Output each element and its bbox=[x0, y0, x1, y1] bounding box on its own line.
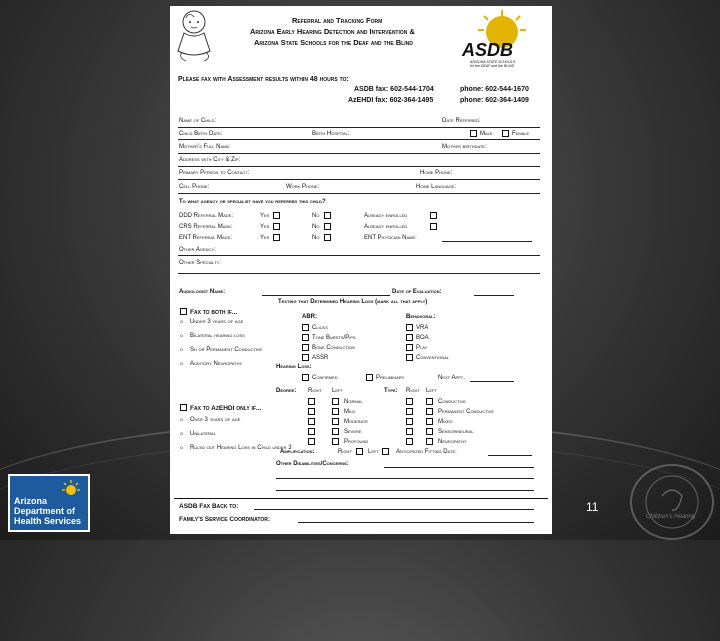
degree-left-checkbox[interactable] bbox=[332, 428, 339, 435]
degree-item: Profound bbox=[344, 439, 369, 445]
behavioral-label: Behavioral: bbox=[406, 314, 436, 320]
abr-item: Bone Conduction bbox=[312, 345, 355, 351]
type-right-checkbox[interactable] bbox=[406, 438, 413, 445]
fax-both-bullet: o bbox=[180, 333, 184, 339]
asdb-fax: ASDB fax: 602-544-1704 bbox=[354, 86, 434, 93]
az-logo-line1: Arizona bbox=[14, 496, 48, 506]
male-checkbox[interactable] bbox=[470, 130, 477, 137]
degree-left-checkbox[interactable] bbox=[332, 438, 339, 445]
type-item: Conductive bbox=[438, 399, 466, 405]
type-right-checkbox[interactable] bbox=[406, 408, 413, 415]
asdb-fax-back-label: ASDB Fax Back to: bbox=[179, 503, 239, 510]
anticipated-fitting-label: Anticipated Fitting Date: bbox=[396, 449, 457, 455]
abr-checkbox[interactable] bbox=[302, 344, 309, 351]
type-item: Mixed bbox=[438, 419, 453, 425]
az-logo-line2: Department of bbox=[14, 506, 76, 516]
behavioral-item: BOA bbox=[416, 335, 429, 341]
type-left-checkbox[interactable] bbox=[426, 408, 433, 415]
fax-azehdi-item: Ruled out Hearing Loss in Child under 3 bbox=[190, 445, 292, 451]
behavioral-checkbox[interactable] bbox=[406, 344, 413, 351]
type-label: Type: bbox=[384, 388, 398, 394]
fax-azehdi-bullet: o bbox=[180, 417, 184, 423]
work-phone-label: Work Phone: bbox=[286, 184, 320, 190]
degree-label: Degree: bbox=[276, 388, 297, 394]
form-title-line3: Arizona State Schools for the Deaf and the Blind bbox=[254, 38, 413, 47]
hearing-loss-label: Hearing Loss: bbox=[276, 364, 312, 370]
degree-item: Normal bbox=[344, 399, 363, 405]
degree-right-checkbox[interactable] bbox=[308, 408, 315, 415]
crs-yes-checkbox[interactable] bbox=[273, 223, 280, 230]
behavioral-checkbox[interactable] bbox=[406, 354, 413, 361]
abr-item: Tone Bursts/Pips bbox=[312, 335, 356, 341]
family-coordinator-label: Family's Service Coordinator: bbox=[179, 516, 270, 523]
fax-azehdi-item: Unilateral bbox=[190, 431, 216, 437]
ddd-yes-checkbox[interactable] bbox=[273, 212, 280, 219]
preliminary-label: Preliminary bbox=[376, 375, 405, 381]
abr-checkbox[interactable] bbox=[302, 324, 309, 331]
behavioral-item: Conventional bbox=[416, 355, 450, 361]
ddd-no-label: No bbox=[312, 213, 320, 219]
baby-illustration bbox=[174, 8, 216, 64]
confirmed-checkbox[interactable] bbox=[302, 374, 309, 381]
home-phone-label: Home Phone: bbox=[420, 170, 453, 176]
degree-item: Severe bbox=[344, 429, 362, 435]
type-left-label: Left bbox=[426, 388, 437, 394]
type-item: Neuropathy bbox=[438, 439, 467, 445]
female-checkbox[interactable] bbox=[502, 130, 509, 137]
ddd-referral-label: DDD Referral Made: bbox=[179, 213, 234, 219]
other-specialty-label: Other Specialty: bbox=[179, 260, 221, 266]
behavioral-item: VRA bbox=[416, 325, 429, 331]
next-appt-label: Next Appt. bbox=[438, 375, 465, 381]
type-right-checkbox[interactable] bbox=[406, 418, 413, 425]
agency-question: To what agency or specialist have you referred this child? bbox=[179, 199, 326, 205]
abr-item: ASSR bbox=[312, 355, 329, 361]
type-left-checkbox[interactable] bbox=[426, 438, 433, 445]
fax-both-checkbox[interactable] bbox=[180, 308, 187, 315]
crs-enrolled-label: Already enrolled bbox=[364, 224, 408, 230]
degree-right-label: Right bbox=[308, 388, 322, 394]
abr-checkbox[interactable] bbox=[302, 334, 309, 341]
fax-azehdi-head: Fax to AzEHDI only if... bbox=[190, 405, 262, 412]
amplification-label: Amplification: bbox=[280, 449, 315, 455]
azehdi-fax: AzEHDI fax: 602-364-1495 bbox=[348, 97, 434, 104]
crs-no-label: No bbox=[312, 224, 320, 230]
amp-left-label: Left bbox=[368, 449, 379, 455]
fax-both-bullet: o bbox=[180, 347, 184, 353]
abr-label: ABR: bbox=[302, 314, 317, 320]
ent-no-label: No bbox=[312, 235, 320, 241]
other-disabilities-label: Other Disabilities/Concerns: bbox=[276, 461, 349, 467]
az-dhs-logo bbox=[8, 474, 90, 532]
degree-right-checkbox[interactable] bbox=[308, 418, 315, 425]
degree-item: Mild bbox=[344, 409, 356, 415]
type-left-checkbox[interactable] bbox=[426, 398, 433, 405]
male-label: Male bbox=[480, 131, 493, 137]
fax-azehdi-item: Over 3 years of age bbox=[190, 417, 241, 423]
abr-item: Clicks bbox=[312, 325, 328, 331]
form-title-line1: Referral and Tracking Form bbox=[292, 16, 383, 25]
childrens-hearing-seal bbox=[630, 464, 714, 540]
ddd-yes-label: Yes bbox=[260, 213, 270, 219]
child-birth-date-label: Child Birth Date: bbox=[179, 131, 223, 137]
ddd-no-checkbox[interactable] bbox=[324, 212, 331, 219]
asdb-logo-sub1: ARIZONA STATE SCHOOLS bbox=[470, 60, 516, 64]
ent-yes-checkbox[interactable] bbox=[273, 234, 280, 241]
type-left-checkbox[interactable] bbox=[426, 418, 433, 425]
crs-referral-label: CRS Referral Made: bbox=[179, 224, 233, 230]
ent-physician-label: ENT Physician Name: bbox=[364, 235, 417, 241]
amp-right-checkbox[interactable] bbox=[356, 448, 363, 455]
fax-both-bullet: o bbox=[180, 361, 184, 367]
crs-enrolled-checkbox[interactable] bbox=[430, 223, 437, 230]
home-language-label: Home Language: bbox=[416, 184, 457, 190]
type-item: Sensorineural bbox=[438, 429, 474, 435]
amp-right-label: Right bbox=[338, 449, 352, 455]
fax-both-item: Sh or Permanent Conductive bbox=[190, 347, 263, 353]
asdb-phone: phone: 602-544-1670 bbox=[460, 86, 529, 93]
degree-right-checkbox[interactable] bbox=[308, 398, 315, 405]
form-title-line2: Arizona Early Hearing Detection and Intervention & bbox=[250, 27, 415, 36]
ent-referral-label: ENT Referral Made: bbox=[179, 235, 232, 241]
amp-left-checkbox[interactable] bbox=[382, 448, 389, 455]
degree-left-checkbox[interactable] bbox=[332, 398, 339, 405]
degree-right-checkbox[interactable] bbox=[308, 438, 315, 445]
type-right-checkbox[interactable] bbox=[406, 398, 413, 405]
fax-both-head: Fax to both if... bbox=[190, 309, 238, 316]
abr-checkbox[interactable] bbox=[302, 354, 309, 361]
degree-left-checkbox[interactable] bbox=[332, 418, 339, 425]
audiologist-name-label: Audiologist Name: bbox=[179, 289, 226, 295]
slide-page-number: 11 bbox=[586, 500, 599, 514]
type-right-checkbox[interactable] bbox=[406, 428, 413, 435]
address-label: Address with City & Zip: bbox=[179, 157, 241, 163]
crs-yes-label: Yes bbox=[260, 224, 270, 230]
az-logo-line3: Health Services bbox=[14, 516, 82, 526]
fax-both-item: Under 3 years of age bbox=[190, 319, 244, 325]
name-of-child-label: Name of Child: bbox=[179, 118, 217, 124]
degree-left-checkbox[interactable] bbox=[332, 408, 339, 415]
ddd-enrolled-checkbox[interactable] bbox=[430, 212, 437, 219]
fax-azehdi-checkbox[interactable] bbox=[180, 404, 187, 411]
fax-both-item: Bilateral hearing loss bbox=[190, 333, 245, 339]
fax-both-bullet: o bbox=[180, 319, 184, 325]
referral-form-page bbox=[170, 6, 552, 534]
fax-both-item: Auditory Neuropathy bbox=[190, 361, 243, 367]
ent-yes-label: Yes bbox=[260, 235, 270, 241]
confirmed-label: Confirmed bbox=[312, 375, 338, 381]
mothers-name-label: Mother's Full Name: bbox=[179, 144, 231, 150]
type-item: Permanent Conductive bbox=[438, 409, 495, 415]
primary-contact-label: Primary Person to Contact: bbox=[179, 170, 250, 176]
cell-phone-label: Cell Phone: bbox=[179, 184, 210, 190]
fax-instruction: Please fax with Assessment results within 48 hours to: bbox=[178, 76, 349, 83]
ddd-enrolled-label: Already enrolled bbox=[364, 213, 408, 219]
date-of-evaluation-label: Date of Evaluation: bbox=[392, 289, 442, 295]
female-label: Female bbox=[512, 131, 530, 137]
preliminary-checkbox[interactable] bbox=[366, 374, 373, 381]
crs-no-checkbox[interactable] bbox=[324, 223, 331, 230]
behavioral-checkbox[interactable] bbox=[406, 324, 413, 331]
fax-azehdi-bullet: o bbox=[180, 431, 184, 437]
degree-left-label: Left bbox=[332, 388, 343, 394]
fax-azehdi-bullet: o bbox=[180, 445, 184, 451]
type-right-label: Right bbox=[406, 388, 420, 394]
degree-right-checkbox[interactable] bbox=[308, 428, 315, 435]
degree-item: Moderate bbox=[344, 419, 369, 425]
birth-hospital-label: Birth Hospital: bbox=[312, 131, 350, 137]
seal-text: Children's Hearing bbox=[646, 514, 696, 520]
behavioral-checkbox[interactable] bbox=[406, 334, 413, 341]
azehdi-phone: phone: 602-364-1409 bbox=[460, 97, 529, 104]
type-left-checkbox[interactable] bbox=[426, 428, 433, 435]
behavioral-item: Play bbox=[416, 345, 428, 351]
other-agency-label: Other Agency: bbox=[179, 247, 216, 253]
testing-header: Testing that Determined Hearing Loss (mark all that apply) bbox=[278, 299, 428, 305]
ent-no-checkbox[interactable] bbox=[324, 234, 331, 241]
mother-birthdate-label: Mother birthdate: bbox=[442, 144, 487, 150]
asdb-logo-sub2: for the DEAF and the BLIND bbox=[470, 64, 515, 68]
asdb-logo-text: ASDB bbox=[462, 40, 514, 60]
date-referred-label: Date Referred: bbox=[442, 118, 481, 124]
